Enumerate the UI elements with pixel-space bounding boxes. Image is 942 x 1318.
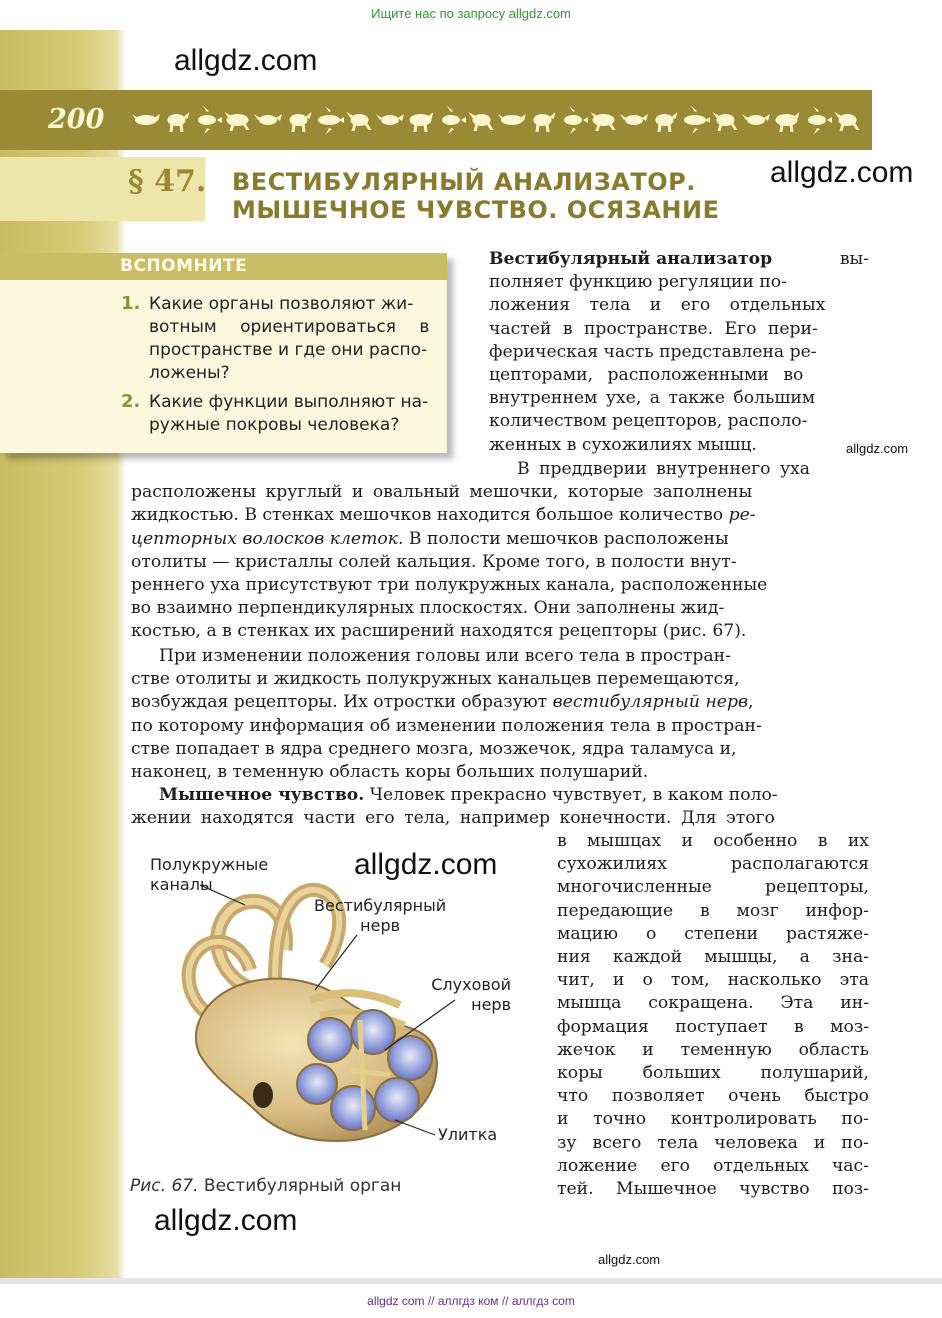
animal-silhouette-icon [534, 112, 556, 132]
text-line: ложение его отдельных час- [557, 1155, 869, 1176]
text-line: При изменении положения головы или всего тела в простран- [159, 646, 731, 666]
watermark-small: allgdz.com [598, 1252, 661, 1267]
term-vestibular-analyzer: Вестибулярный анализатор [489, 249, 773, 269]
text-line: жении находятся части его тела, например конечности. Для этого [131, 808, 775, 829]
caption-prefix: Рис. 67. [130, 1176, 199, 1196]
text-line: жечок и теменную область [557, 1039, 869, 1060]
muscle-sense-column [557, 830, 869, 1201]
text-line: внутреннем ухе, а также большим [489, 388, 816, 409]
cochlea-chamber [331, 1086, 375, 1130]
text-fragment: Человек прекрасно чувствует, в каком поло- [364, 785, 778, 805]
animal-silhouette-icon [620, 114, 648, 125]
animal-silhouette-icon [564, 106, 588, 134]
text-line: во взаимно перпендикулярных плоскостях. Они заполнены жид- [131, 598, 725, 619]
page-bottom-edge [0, 1278, 942, 1284]
text-line: мацию о степени растяже- [557, 923, 869, 944]
text-line: передающие в мозг инфор- [557, 900, 869, 921]
text-line: сухожилиях располагаются [557, 854, 869, 875]
text-fragment: возбуждая рецепторы. Их отростки образуют [131, 692, 553, 713]
label-line: Вестибулярный [314, 896, 447, 915]
watermark-small: allgdz.com [846, 441, 909, 456]
text-line: количеством рецепторов, располо- [489, 411, 808, 432]
bottom-links[interactable]: allgdz com // аллгдз ком // аллгдз com [367, 1294, 575, 1308]
animal-silhouette-icon [469, 112, 494, 131]
section-title-line2: МЫШЕЧНОЕ ЧУВСТВО. ОСЯЗАНИЕ [232, 196, 720, 224]
text-line: цепторами, расположенными во [489, 365, 804, 386]
animal-silhouette-icon [254, 114, 282, 125]
top-search-banner[interactable]: Ищите нас по запросу allgdz.com [371, 6, 571, 21]
label-line: нерв [471, 995, 511, 1014]
watermark: allgdz.com [354, 848, 498, 881]
text-line: ложения тела и его отдельных [489, 295, 826, 316]
label-line: Слуховой [431, 975, 511, 994]
term-receptor-hair-cells: цепторных волосков клеток [131, 528, 398, 549]
animal-silhouette-icon [591, 112, 616, 131]
label-line: каналы [150, 875, 213, 894]
figure-caption [130, 1176, 401, 1196]
text-line: чит, и о том, насколько эта [557, 970, 869, 991]
text-line: женных в сухожилиях мышц. [489, 434, 757, 455]
text-line: тей. Мышечное чувство поз- [557, 1179, 869, 1200]
animal-silhouette-icon [442, 106, 466, 134]
label-line: Полукружные [150, 855, 269, 874]
text-line: зу всего тела человека и по- [557, 1132, 869, 1153]
text-line: по которому информация об изменении положения тела в простран- [131, 715, 762, 736]
text-line: костью, а в стенках их расширений находятся рецепторы (рис. 67). [131, 621, 747, 642]
animal-silhouette-icon [290, 112, 312, 132]
text-fragment: жидкостью. В стенках мешочков находится большое количество [131, 505, 729, 526]
text-line: многочисленные рецепторы, [557, 877, 869, 898]
cochlea-chamber [375, 1078, 419, 1122]
text-line: наконец, в теменную область коры больших полушарий. [131, 762, 649, 783]
section-number: § 47. [128, 164, 207, 199]
animal-silhouette-icon [318, 106, 344, 134]
animal-silhouette-icon [225, 112, 250, 131]
text-fragment: . В полости мешочков расположены [398, 528, 729, 549]
animal-silhouette-icon [656, 112, 678, 132]
animal-silhouette-icon [713, 112, 738, 131]
label-semicircular-canals [150, 855, 268, 895]
text-line: полняет функцию регуляции по- [489, 272, 787, 293]
question-line: ружные покровы человека? [149, 415, 400, 435]
text-line: коры больших полушарий, [557, 1063, 869, 1084]
text-line: в мышцах и особенно в их [557, 831, 869, 851]
animal-silhouette-icon [742, 114, 770, 125]
watermark: allgdz.com [770, 156, 914, 189]
term-italic: ре- [728, 505, 756, 526]
animal-silhouette-icon [198, 106, 222, 134]
text-line: ферическая часть представлена ре- [489, 341, 817, 362]
question-line: Какие функции выполняют на- [149, 392, 429, 412]
label-cochlea: Улитка [438, 1125, 498, 1144]
animal-silhouette-icon [684, 106, 710, 134]
term-vestibular-nerve: вестибулярный нерв [552, 692, 748, 713]
animal-silhouette-icon [776, 112, 800, 132]
question-line: вотным ориентироваться в [149, 317, 430, 337]
paragraph-vestibule [131, 458, 869, 644]
animal-silhouette-icon [347, 112, 372, 131]
animal-silhouette-icon [376, 114, 404, 125]
page-number: 200 [48, 104, 105, 135]
text-line: мышца сокращена. Эта ин- [557, 993, 869, 1014]
animal-silhouette-icon [498, 114, 526, 125]
text-line: расположены круглый и овальный мешочки, которые заполнены [131, 482, 753, 503]
question-line: ложены? [149, 363, 230, 383]
paragraph-head-position [131, 645, 869, 784]
animal-silhouette-icon [808, 106, 832, 134]
question-number: 2. [121, 391, 141, 412]
question-2 [149, 391, 435, 437]
animal-silhouette-icon [410, 112, 434, 132]
text-line: отолиты — кристаллы солей кальция. Кроме того, в полости внут- [131, 551, 737, 572]
cochlea-chamber [308, 1018, 352, 1062]
question-line: пространстве и где они распо- [149, 340, 428, 360]
text-line: стве отолиты и жидкость полукружных канальцев перемещаются, [131, 669, 740, 690]
text-fragment: вы- [839, 249, 869, 269]
question-1 [149, 293, 435, 385]
label-auditory-nerve [426, 975, 511, 1015]
animal-silhouettes-decoration [130, 96, 870, 144]
paragraph-muscle-sense [131, 784, 869, 830]
animal-silhouette-icon [835, 112, 860, 131]
caption-text: Вестибулярный орган [198, 1176, 402, 1196]
text-fragment: , [747, 692, 754, 713]
text-line: частей в пространстве. Его пери- [489, 318, 818, 339]
section-title-line1: ВЕСТИБУЛЯРНЫЙ АНАЛИЗАТОР. [232, 168, 696, 196]
text-line: что позволяет очень быстро [557, 1086, 869, 1107]
cochlea-chamber [297, 1064, 337, 1104]
text-line: В преддверии внутреннего уха [517, 459, 810, 479]
recall-heading-bar [0, 253, 447, 280]
watermark: allgdz.com [154, 1204, 298, 1237]
animal-silhouette-icon [168, 112, 190, 132]
intro-paragraph [489, 248, 869, 457]
label-vestibular-nerve [314, 896, 446, 936]
question-line: Какие органы позволяют жи- [149, 294, 414, 314]
recall-heading: ВСПОМНИТЕ [120, 256, 248, 276]
text-line: ния каждой мышцы, а зна- [557, 947, 869, 968]
section-title [232, 168, 719, 224]
question-number: 1. [121, 293, 141, 314]
text-line: и точно контролировать по- [557, 1109, 869, 1130]
oval-window [253, 1082, 273, 1108]
text-line: формация поступает в моз- [557, 1016, 869, 1037]
text-line: стве попадает в ядра среднего мозга, мозжечок, ядра таламуса и, [131, 738, 737, 759]
text-line: реннего уха присутствуют три полукружных канала, расположенные [131, 575, 768, 596]
watermark: allgdz.com [174, 44, 318, 77]
term-muscle-sense: Мышечное чувство. [159, 785, 365, 805]
label-line: нерв [360, 916, 401, 935]
animal-silhouette-icon [132, 114, 160, 125]
